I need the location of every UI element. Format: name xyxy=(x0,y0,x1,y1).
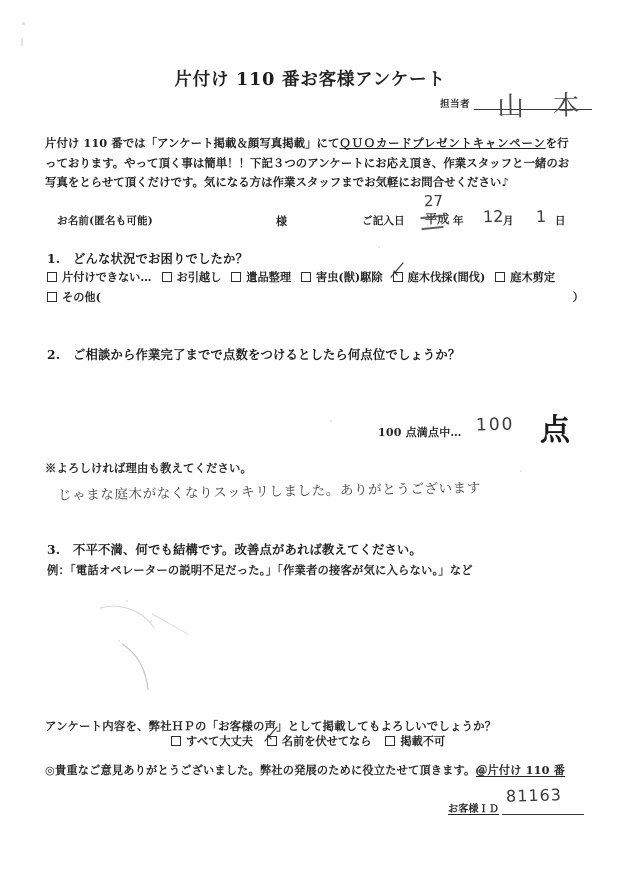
q1-option-moving[interactable] xyxy=(162,269,222,285)
consent-option-no-publish[interactable] xyxy=(385,733,445,749)
checkbox-icon[interactable] xyxy=(162,272,172,282)
checkbox-icon[interactable] xyxy=(495,272,505,282)
checkbox-icon[interactable] xyxy=(231,272,241,282)
year-handwritten-value: 27 xyxy=(423,191,444,211)
checkbox-icon[interactable] xyxy=(393,272,403,282)
day-handwritten-value: 1 xyxy=(535,206,547,227)
intro-paragraph xyxy=(45,134,575,193)
q1-option-label: 遺品整理 xyxy=(246,270,292,284)
q1-option-tree-felling[interactable] xyxy=(393,269,486,285)
q1-option-label: その他( xyxy=(62,290,101,304)
q1-option-label: 庭木剪定 xyxy=(510,270,556,284)
checkbox-icon[interactable] xyxy=(385,736,395,746)
sama-suffix: 様 xyxy=(276,215,288,228)
staff-handwritten-value: 山 本 xyxy=(496,90,590,123)
question-3-number: 3. xyxy=(47,542,61,557)
q1-option-tree-pruning[interactable] xyxy=(495,269,555,285)
consent-option-label: すべて大丈夫 xyxy=(186,734,253,748)
date-label: ご記入日 xyxy=(362,215,405,227)
q1-option-label: 庭木伐採(間伐) xyxy=(407,270,486,284)
checkbox-icon[interactable] xyxy=(301,272,311,282)
consent-options xyxy=(171,733,445,749)
customer-id-handwritten-value: 81163 xyxy=(505,785,563,806)
scan-artifact xyxy=(92,598,222,698)
printed-era-year: 平成 xyxy=(425,212,450,226)
q1-option-label: 害虫(獣)駆除 xyxy=(316,270,383,284)
q1-option-label: お引越し xyxy=(176,270,222,284)
question-3-text: 不平不満、何でも結構です。改善点があれば教えてください。 xyxy=(73,542,422,557)
quo-campaign-text: ＱＵＯカードプレゼントキャンペーン xyxy=(339,136,546,150)
customer-id-label: お客様ＩＤ xyxy=(448,804,499,815)
q1-other-close-paren: ） xyxy=(572,290,584,304)
consent-option-label: 名前を伏せてなら xyxy=(281,734,372,748)
scan-speckle xyxy=(330,420,332,422)
question-1-number: 1. xyxy=(47,251,61,266)
q1-option-cannot-tidy[interactable] xyxy=(47,269,152,285)
scan-speckle xyxy=(378,246,380,248)
page-title: 片付け 110 番お客様アンケート xyxy=(174,70,446,90)
question-3-heading xyxy=(47,540,422,558)
year-unit-label: 年 xyxy=(453,215,464,227)
score-scale-label: 100 点満点中… xyxy=(378,426,462,439)
question-1-text: どんな状況でお困りでしたか？ xyxy=(73,251,248,266)
intro-part-2: を行っております。やって頂く事は簡単！！下記３つのアンケートにお応え頂き、作業スタッフと一緒のお写真をとらせて頂くだけです。気になる方は作業スタッフまでお気軽にお問合せください♪ xyxy=(45,136,570,189)
consent-option-all-ok[interactable] xyxy=(171,733,253,749)
era-strikethrough xyxy=(420,215,443,230)
question-1-heading xyxy=(47,249,248,267)
scan-speckle xyxy=(21,38,23,46)
staff-label: 担当者 xyxy=(440,99,471,110)
question-2-text: ご相談から作業完了までで点数をつけるとしたら何点位でしょうか？ xyxy=(73,347,461,362)
q1-option-other[interactable] xyxy=(47,289,101,305)
checkbox-icon[interactable] xyxy=(171,736,181,746)
scan-speckle xyxy=(22,22,25,25)
thanks-message: ◎貴重なご意見ありがとうございました。弊社の発展のために役立たせて頂きます。◎ xyxy=(45,763,486,777)
brand-mention: ＠片付け 110 番 xyxy=(476,763,566,777)
q1-option-label: 片付けできない… xyxy=(62,270,152,284)
intro-part-1: 片付け 110 番では「アンケート掲載＆顔写真掲載」にて xyxy=(45,136,340,150)
question-1-options-row-1 xyxy=(47,269,555,285)
scan-speckle xyxy=(520,470,522,472)
question-2-heading xyxy=(47,345,460,363)
consent-option-anonymous[interactable] xyxy=(267,733,372,749)
month-unit-label: 月 xyxy=(503,215,514,227)
question-1-options-row-2 xyxy=(47,289,101,305)
consent-option-label: 掲載不可 xyxy=(400,734,446,748)
checkbox-icon[interactable] xyxy=(47,272,57,282)
consent-question: アンケート内容を、弊社ＨＰの「お客様の声」として掲載してもよろしいでしょうか？ xyxy=(45,719,497,733)
q1-option-estate-cleanup[interactable] xyxy=(231,269,291,285)
question-2-number: 2. xyxy=(47,347,61,362)
question-3-example-text: 例：「電話オペレーターの説明不足だった。」「作業者の接客が気に入らない。」など xyxy=(47,563,473,577)
month-handwritten-value: 12 xyxy=(482,206,504,227)
score-handwritten-value: 100 xyxy=(475,414,515,436)
q1-option-pest-control[interactable] xyxy=(301,269,383,285)
reason-handwritten-answer: じゃまな庭木がなくなりスッキリしました。ありがとうございます xyxy=(57,480,482,504)
customer-id-underline xyxy=(502,813,584,815)
checkbox-icon[interactable] xyxy=(47,292,57,302)
score-unit-label: 点 xyxy=(540,413,571,448)
reason-prompt-label: ※よろしければ理由も教えてください。 xyxy=(45,461,252,475)
customer-name-label: お名前(匿名も可能) xyxy=(57,215,153,227)
day-unit-label: 日 xyxy=(555,215,566,227)
checkbox-icon[interactable] xyxy=(267,736,277,746)
